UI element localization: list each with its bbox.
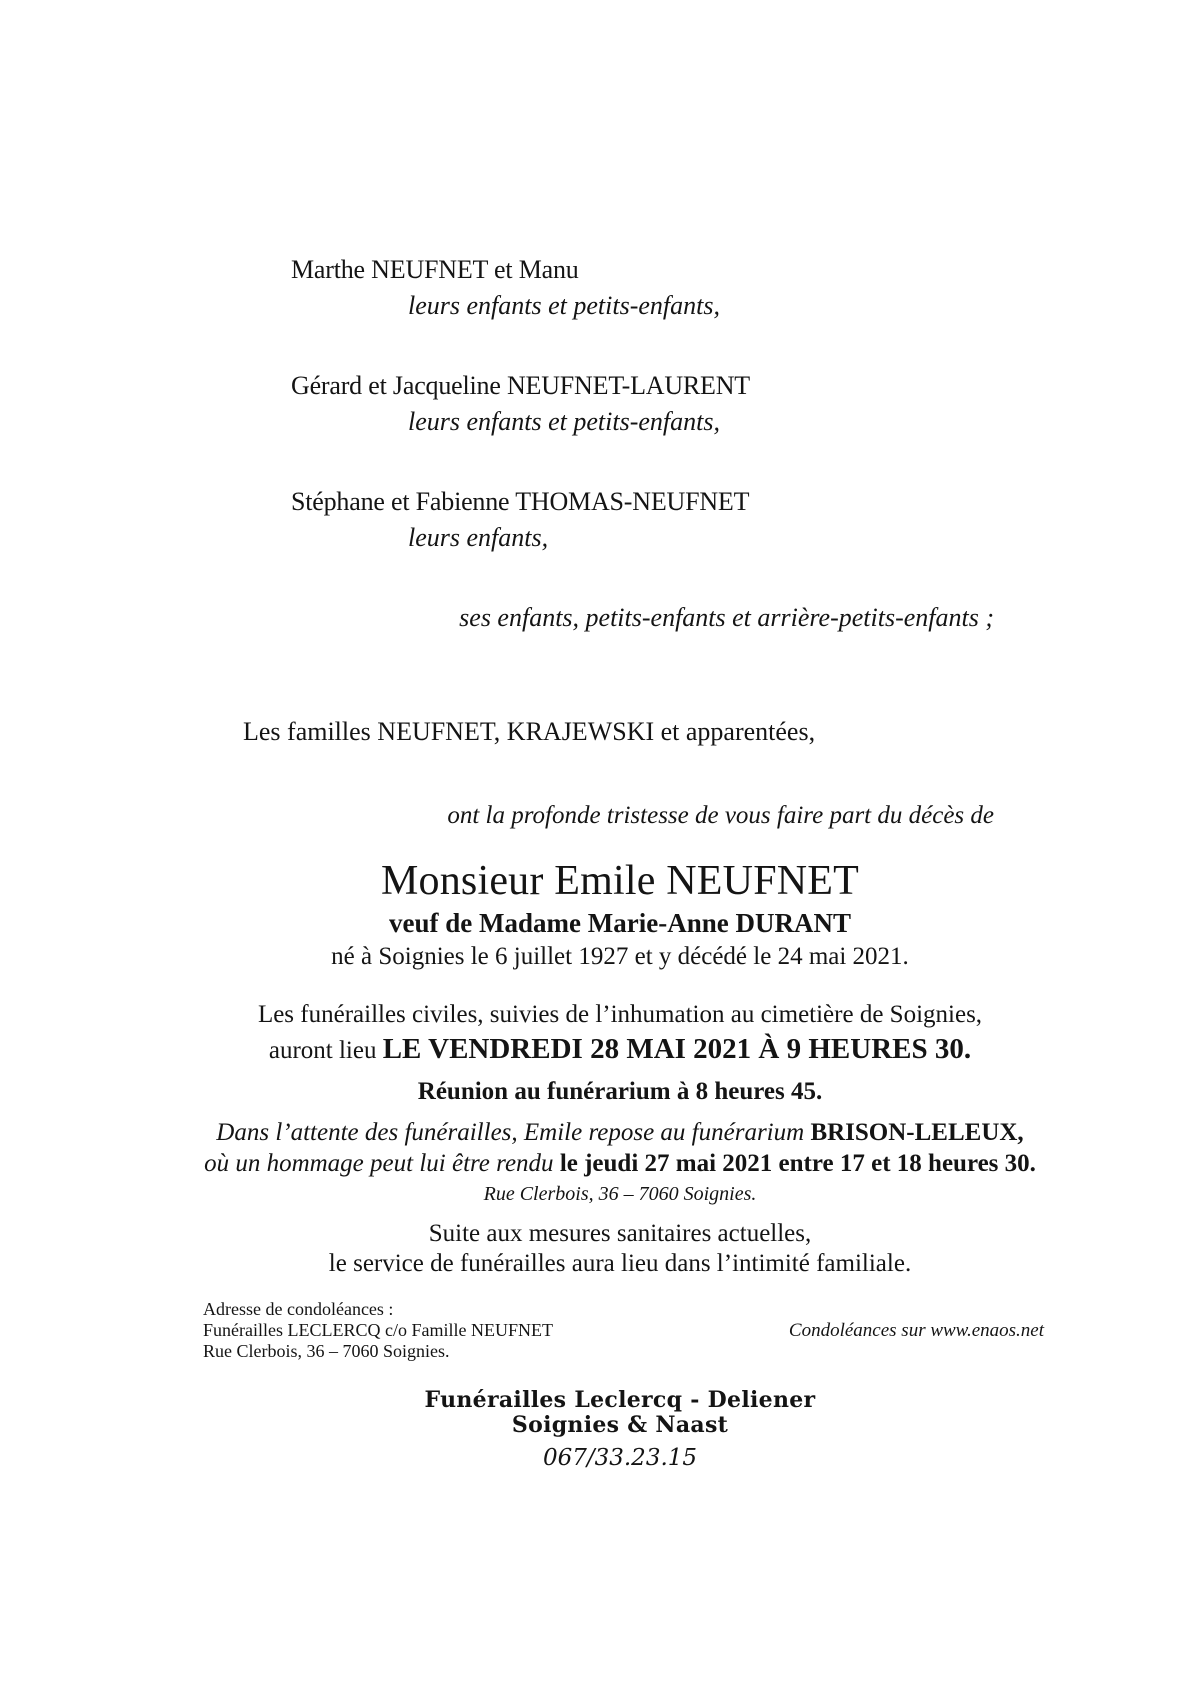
mortuary-line-2-bold: le jeudi 27 mai 2021 entre 17 et 18 heures 30.: [559, 1150, 1036, 1177]
life-dates-line: né à Soignies le 6 juillet 1927 et y décédé le 24 mai 2021.: [331, 943, 909, 970]
families-line: Les familles NEUFNET, KRAJEWSKI et apparentées,: [243, 717, 816, 746]
condolence-line-1: Funérailles LECLERCQ c/o Famille NEUFNET: [203, 1320, 553, 1340]
mortuary-address-line: Rue Clerbois, 36 – 7060 Soignies.: [483, 1183, 757, 1205]
family-names: Gérard et Jacqueline NEUFNET-LAURENT: [291, 371, 750, 400]
funeral-home-phone: 067/33.23.15: [542, 1445, 698, 1471]
condolence-heading: Adresse de condoléances :: [203, 1299, 394, 1319]
widower-line: veuf de Madame Marie-Anne DURANT: [389, 908, 851, 938]
condolence-line-2: Rue Clerbois, 36 – 7060 Soignies.: [203, 1341, 450, 1361]
announcement-line: ont la profonde tristesse de vous faire part du décès de: [447, 802, 994, 829]
family-relation: leurs enfants et petits-enfants,: [408, 407, 720, 436]
condolence-address-block: [203, 1299, 553, 1362]
funeral-date-line: [46, 1030, 1194, 1070]
funeral-intro-line: Les funérailles civiles, suivies de l’inhumation au cimetière de Soignies,: [257, 1001, 983, 1028]
mortuary-line-1: [46, 1117, 1194, 1148]
funeral-date-prefix: auront lieu: [268, 1037, 383, 1064]
family-names: Marthe NEUFNET et Manu: [291, 255, 579, 284]
family-relation: leurs enfants et petits-enfants,: [408, 291, 720, 320]
funeral-home-location: Soignies & Naast: [511, 1412, 729, 1438]
funeral-date-bold: LE VENDREDI 28 MAI 2021 À 9 HEURES 30.: [382, 1033, 972, 1065]
online-condolences-line: Condoléances sur www.enaos.net: [788, 1320, 1044, 1341]
descendants-line: ses enfants, petits-enfants et arrière-petits-enfants ;: [459, 603, 994, 632]
family-block: [0, 0, 1194, 636]
family-group: [0, 252, 1194, 324]
family-group: [0, 368, 1194, 440]
meeting-line: Réunion au funérarium à 8 heures 45.: [417, 1078, 823, 1105]
family-names: Stéphane et Fabienne THOMAS-NEUFNET: [291, 487, 750, 516]
family-group: [0, 484, 1194, 556]
family-relation: leurs enfants,: [408, 523, 549, 552]
funeral-home-footer: [0, 1388, 1194, 1472]
mortuary-line-1-bold: BRISON-LELEUX,: [810, 1119, 1024, 1146]
sanitary-line-2: le service de funérailles aura lieu dans l’intimité familiale.: [328, 1250, 912, 1277]
mortuary-line-2: [46, 1148, 1194, 1179]
funeral-home-name: Funérailles Leclercq - Deliener: [424, 1387, 816, 1413]
deceased-section: [0, 855, 1194, 1279]
mortuary-line-2-italic: où un hommage peut lui être rendu: [204, 1150, 560, 1177]
condolences-row: [203, 1299, 1044, 1362]
deceased-name-title: Monsieur Emile NEUFNET: [380, 858, 859, 904]
sanitary-line-1: Suite aux mesures sanitaires actuelles,: [428, 1220, 812, 1247]
mortuary-line-1-italic: Dans l’attente des funérailles, Emile repose au funérarium: [216, 1119, 811, 1146]
